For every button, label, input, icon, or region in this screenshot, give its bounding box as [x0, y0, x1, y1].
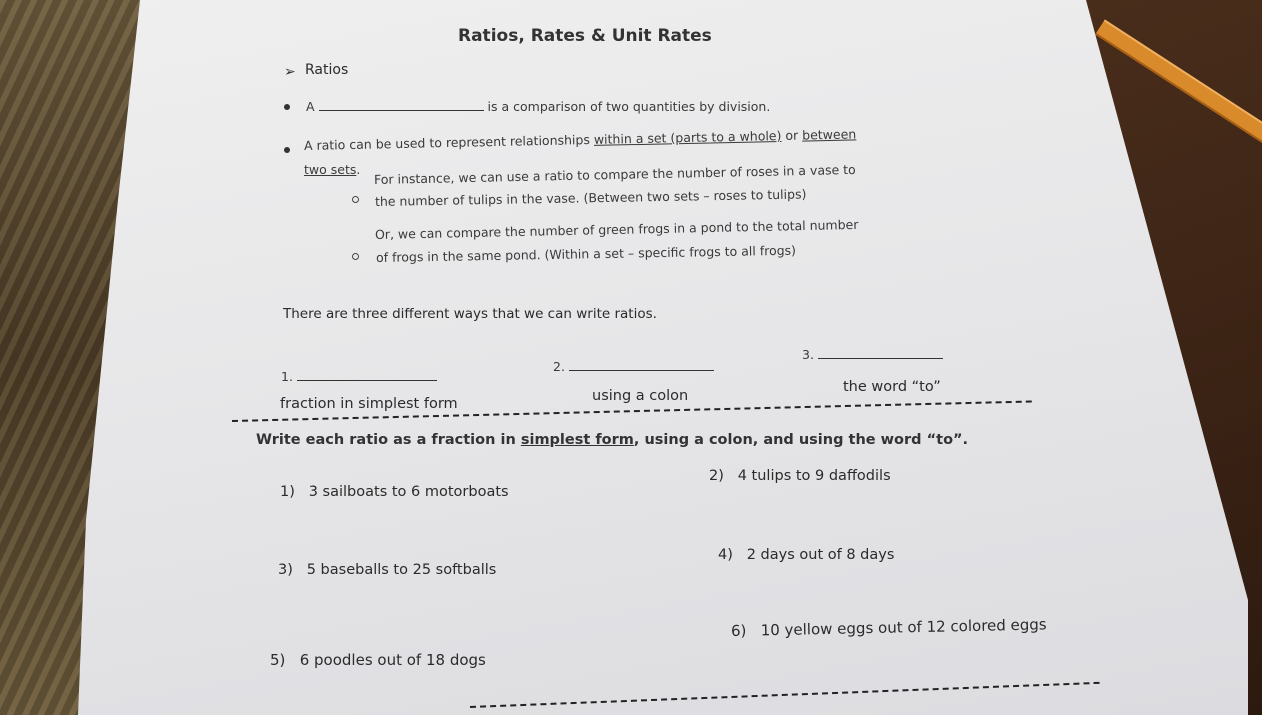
way1-blank — [297, 368, 437, 381]
definition-line — [306, 98, 770, 114]
definition-prefix: A — [306, 99, 315, 114]
problem-1-text: 3 sailboats to 6 motorboats — [308, 484, 509, 500]
page-title: Ratios, Rates & Unit Rates — [458, 26, 712, 46]
problem-1 — [280, 484, 509, 500]
simplest-form-text: simplest form — [520, 432, 634, 448]
roses-example-line1: For instance, we can use a ratio to compare the number of roses in a vase to — [373, 161, 856, 187]
problem-6-text: 10 yellow eggs out of 12 colored eggs — [760, 615, 1047, 640]
definition-blank — [319, 98, 484, 111]
two-sets-text: two sets — [304, 162, 357, 177]
frogs-example-line1: Or, we can compare the number of green frogs in a pond to the total number — [374, 216, 859, 242]
circle-bullet-icon — [352, 196, 359, 203]
way3-number: 3. — [802, 347, 814, 362]
problem-3-number: 3) — [278, 562, 293, 578]
problem-3-text: 5 baseballs to 25 softballs — [306, 562, 497, 578]
within-set-text: within a set (parts to a whole) — [593, 128, 782, 147]
way3-blank — [818, 346, 943, 359]
bullet-icon — [284, 147, 290, 153]
problem-4-text: 2 days out of 8 days — [746, 547, 895, 563]
way1-label: fraction in simplest form — [280, 396, 458, 412]
way1-number: 1. — [281, 369, 293, 384]
way2-line — [553, 358, 714, 374]
circle-bullet-icon — [352, 253, 359, 260]
problem-5-text: 6 poodles out of 18 dogs — [299, 651, 486, 669]
way2-number: 2. — [553, 359, 565, 374]
roses-example-line2: the number of tulips in the vase. (Between two sets – roses to tulips) — [374, 186, 807, 209]
problem-2-number: 2) — [709, 468, 724, 484]
way2-label: using a colon — [592, 388, 689, 404]
two-sets-line — [304, 162, 360, 177]
problem-4 — [718, 547, 894, 563]
arrow-bullet-icon: ➢ — [284, 64, 296, 80]
problem-3 — [278, 562, 496, 578]
ratio-relationships-text: A ratio can be used to represent relationships — [303, 132, 591, 153]
problem-2-text: 4 tulips to 9 daffodils — [737, 468, 891, 484]
definition-text: is a comparison of two quantities by division. — [487, 99, 771, 114]
three-ways-text: There are three different ways that we can write ratios. — [283, 306, 657, 322]
problem-5-number: 5) — [270, 651, 286, 669]
frogs-example-line2: of frogs in the same pond. (Within a set – specific frogs to all frogs) — [375, 242, 797, 265]
or-text: or — [785, 127, 799, 143]
way1-line — [281, 368, 437, 384]
bullet-icon — [284, 104, 290, 110]
way3-label: the word “to” — [843, 379, 941, 395]
problem-2 — [709, 468, 891, 484]
section-heading: Ratios — [305, 62, 349, 78]
way3-line — [802, 346, 943, 362]
between-text: between — [802, 126, 857, 143]
instructions-line — [256, 432, 968, 448]
problem-5 — [270, 651, 486, 669]
problem-4-number: 4) — [718, 547, 733, 563]
two-sets-period: . — [356, 162, 361, 177]
instructions-text-end: , using a colon, and using the word “to”. — [633, 432, 969, 448]
way2-blank — [569, 358, 714, 371]
problem-1-number: 1) — [280, 484, 295, 500]
problem-6-number: 6) — [730, 621, 747, 640]
instructions-text: Write each ratio as a fraction in — [256, 432, 516, 448]
